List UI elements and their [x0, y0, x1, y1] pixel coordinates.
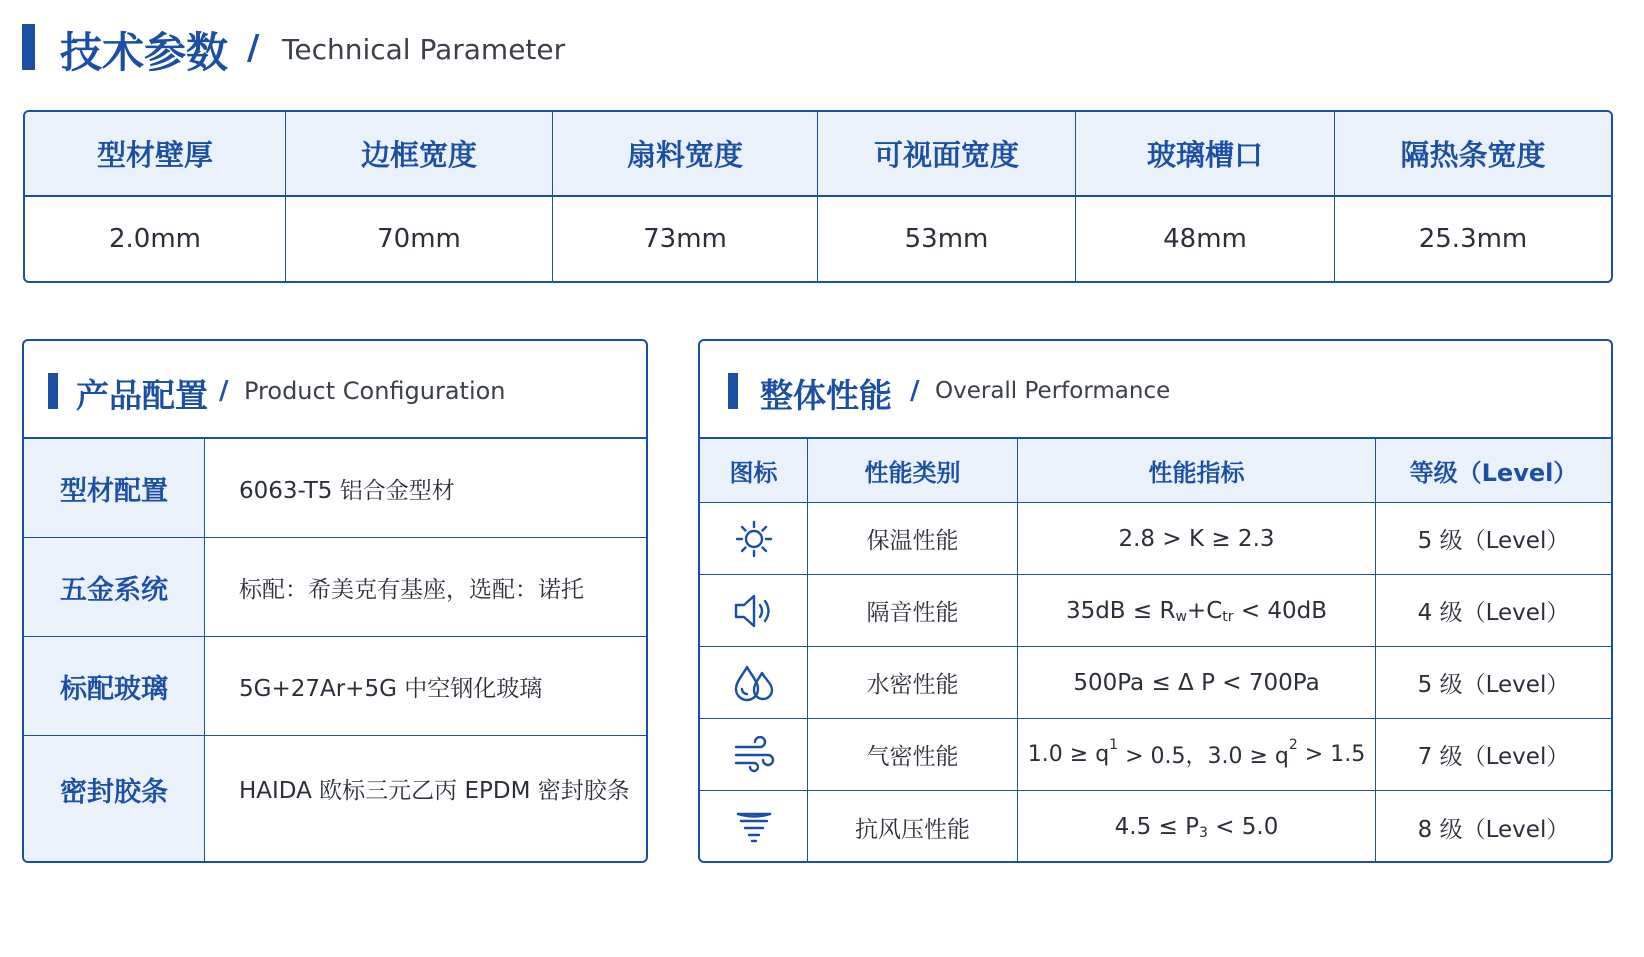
water-drops-icon: [700, 647, 808, 718]
config-key: 密封胶条: [24, 736, 205, 861]
performance-metric: [1018, 503, 1376, 574]
performance-column-header: 性能类别: [808, 439, 1018, 502]
metric-text: > 1.5: [1297, 742, 1366, 767]
tech-value-cell: 48mm: [1076, 197, 1335, 282]
metric-superscript: 1: [1109, 736, 1119, 753]
page-subtitle: Technical Parameter: [282, 33, 566, 66]
tech-header-cell: 扇料宽度: [553, 112, 818, 195]
tornado-icon: [700, 791, 808, 863]
config-panel-header: [24, 341, 646, 439]
tech-header-cell: 型材壁厚: [25, 112, 286, 195]
performance-category: 抗风压性能: [808, 791, 1018, 863]
performance-row: [700, 503, 1611, 575]
metric-subscript: tr: [1222, 608, 1234, 625]
config-accent-bar: [48, 373, 58, 409]
config-row: [24, 538, 646, 637]
metric-subscript: 3: [1198, 825, 1208, 841]
performance-subtitle: Overall Performance: [935, 378, 1171, 404]
performance-level: 4 级（Level）: [1417, 600, 1570, 626]
tech-header-cell: 隔热条宽度: [1400, 137, 1546, 172]
product-configuration-panel: [22, 339, 648, 863]
metric-text: < 5.0: [1207, 814, 1279, 840]
sun-icon: [700, 503, 808, 574]
performance-level: 8 级（Level）: [1417, 816, 1570, 843]
title-accent-bar: [22, 24, 35, 70]
performance-column-header: 性能指标: [1018, 439, 1376, 502]
metric-text: 500Pa ≤ Δ P < 700Pa: [1073, 669, 1320, 696]
performance-title-separator: /: [910, 376, 920, 406]
tech-header-row: [25, 112, 1611, 197]
tech-value-row: [25, 197, 1611, 282]
performance-accent-bar: [728, 373, 738, 409]
config-value: 标配：希美克有基座，选配：诺托: [239, 576, 584, 603]
performance-row: [700, 719, 1611, 791]
config-row: [24, 637, 646, 736]
performance-row: [700, 647, 1611, 719]
technical-parameter-table: [23, 110, 1613, 283]
wind-icon: [700, 719, 808, 790]
performance-level: 7 级（Level）: [1417, 744, 1570, 770]
performance-category: 水密性能: [808, 647, 1018, 718]
config-value: 6063-T5 铝合金型材: [239, 477, 455, 504]
performance-level: 5 级（Level）: [1417, 672, 1570, 698]
config-title: 产品配置: [76, 376, 208, 415]
tech-header-cell: 玻璃槽口: [1076, 112, 1335, 195]
metric-text: 1.0 ≥ q: [1027, 742, 1110, 767]
tech-value-cell: 53mm: [818, 197, 1076, 282]
performance-category: 隔音性能: [808, 575, 1018, 646]
metric-subscript: w: [1175, 608, 1187, 625]
config-row: [24, 439, 646, 538]
config-title-separator: /: [219, 376, 229, 406]
config-key: 标配玻璃: [24, 637, 205, 735]
tech-value-cell: 25.3mm: [1418, 223, 1528, 254]
performance-metric: [1018, 791, 1376, 863]
title-separator: /: [247, 28, 260, 68]
metric-text: +C: [1186, 597, 1223, 624]
performance-row: [700, 575, 1611, 647]
config-key: 五金系统: [24, 538, 205, 636]
page-title: 技术参数: [60, 28, 229, 77]
performance-column-header: 等级（Level）: [1409, 459, 1578, 487]
performance-title: 整体性能: [760, 376, 892, 415]
performance-header-row: [700, 439, 1611, 503]
metric-text: < 40dB: [1233, 597, 1328, 624]
metric-text: 35dB ≤ R: [1065, 597, 1176, 624]
performance-row: [700, 791, 1611, 863]
tech-header-cell: 边框宽度: [286, 112, 553, 195]
metric-text: 4.5 ≤ P: [1114, 814, 1199, 840]
tech-value-cell: 70mm: [286, 197, 553, 282]
config-value: 5G+27Ar+5G 中空钢化玻璃: [239, 675, 543, 702]
config-subtitle: Product Configuration: [244, 377, 506, 405]
config-key: 型材配置: [24, 439, 205, 537]
metric-text: 2.8 > K ≥ 2.3: [1118, 525, 1275, 552]
tech-value-cell: 2.0mm: [25, 197, 286, 282]
performance-metric: [1018, 719, 1376, 790]
performance-category: 气密性能: [808, 719, 1018, 790]
config-value: HAIDA 欧标三元乙丙 EPDM 密封胶条: [239, 778, 630, 804]
overall-performance-panel: [698, 339, 1613, 863]
performance-panel-header: [700, 341, 1611, 439]
performance-metric: [1018, 575, 1376, 646]
performance-metric: [1018, 647, 1376, 718]
performance-level: 5 级（Level）: [1417, 528, 1570, 554]
speaker-sound-icon: [700, 575, 808, 646]
config-row: [24, 736, 646, 861]
performance-column-header: 图标: [700, 439, 808, 502]
metric-text: > 0.5，3.0 ≥ q: [1118, 744, 1289, 769]
tech-value-cell: 73mm: [553, 197, 818, 282]
metric-superscript: 2: [1288, 736, 1298, 753]
tech-header-cell: 可视面宽度: [818, 112, 1076, 195]
performance-category: 保温性能: [808, 503, 1018, 574]
